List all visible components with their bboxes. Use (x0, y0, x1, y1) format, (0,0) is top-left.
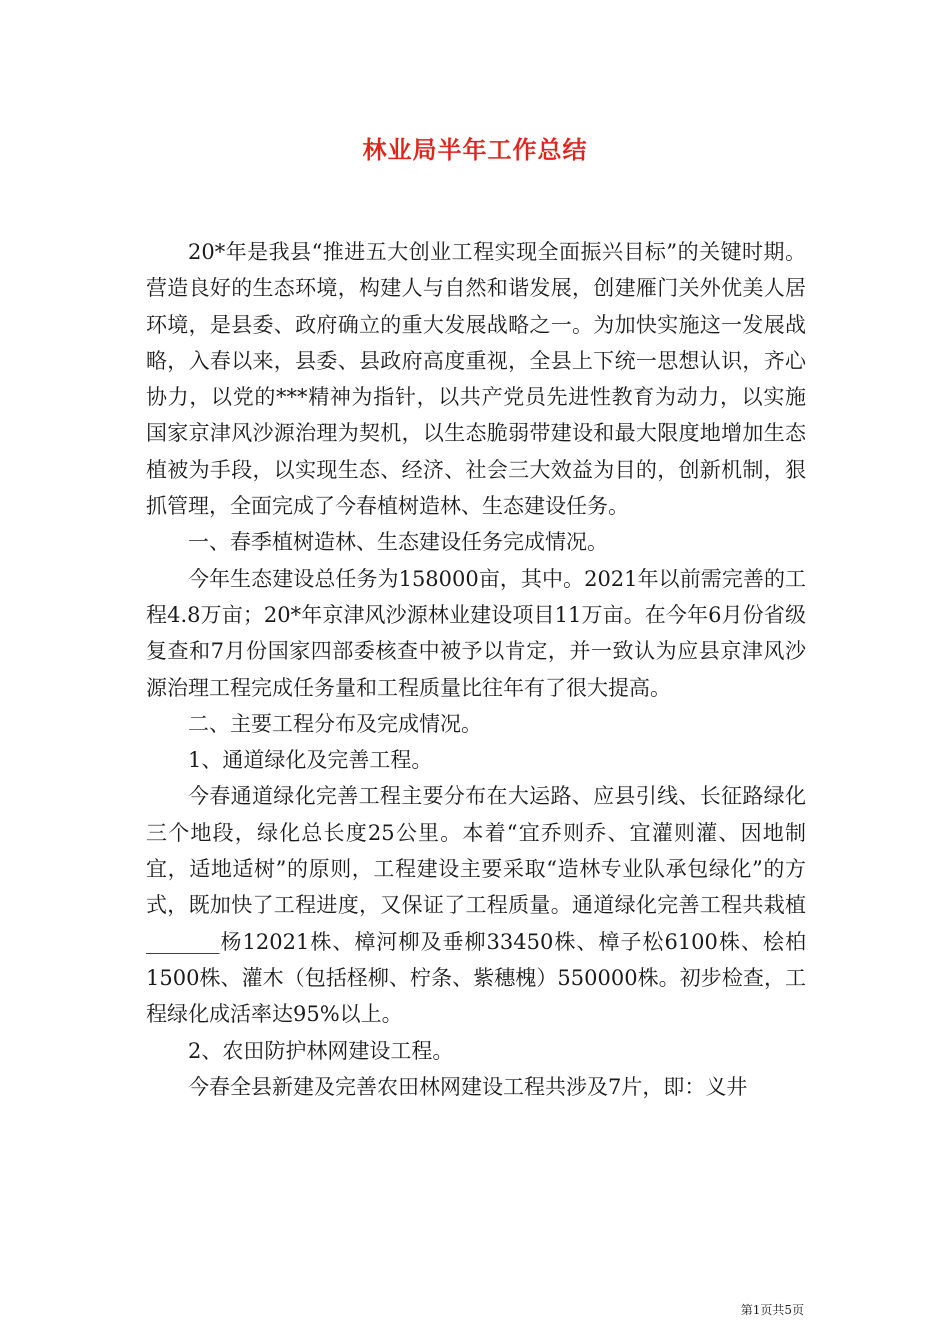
paragraph-farmland-network: 今春全县新建及完善农田林网建设工程共涉及7片，即：义井 (188, 1074, 748, 1099)
document-title: 林业局半年工作总结 (362, 135, 588, 164)
heading-subsection-1: 1、通道绿化及完善工程。 (188, 748, 433, 773)
page-number-footer: 第1页共5页 (740, 1303, 804, 1317)
paragraph-intro: 20*年是我县“推进五大创业工程实现全面振兴目标”的关键时期。营造良好的生态环境，构建人与自然和谐发展，创建雁门关外优美人居环境，是县委、政府确立的重大发展战略之一。为加快实施这一发展战略，入春以来，县委、县政府高度重视，全县上下统一思想认识，齐心协力，以党的***精神为指针，以共产党员先进性教育为动力，以实施国家京津风沙源治理为契机，以生态脆弱带建设和最大限度地增加生态植被为手段，以实现生态、经济、社会三大效益为目的，创新机制，狠抓管理，全面完成了今春植树造林、生态建设任务。 (146, 240, 806, 519)
heading-section-2: 二、主要工程分布及完成情况。 (188, 711, 482, 736)
paragraph-task-total: 今年生态建设总任务为158000亩，其中。2021年以前需完善的工程4.8万亩；20*年京津风沙源林业建设项目11万亩。在今年6月份省级复查和7月份国家四部委核查中被予以肯定，并一致认为应县京津风沙源治理工程完成任务量和工程质量比往年有了很大提高。 (146, 566, 806, 700)
heading-section-1: 一、春季植树造林、生态建设任务完成情况。 (188, 530, 608, 555)
paragraph-road-greening: 今春通道绿化完善工程主要分布在大运路、应县引线、长征路绿化三个地段，绿化总长度25公里。本着“宜乔则乔、宜灌则灌、因地制宜，适地适树”的原则，工程建设主要采取“造林专业队承包绿化”的方式，既加快了工程进度，又保证了工程质量。通道绿化完善工程共栽植_______杨12021株、樟河柳及垂柳33450株、樟子松6100株、桧柏1500株、灌木（包括柽柳、柠条、紫穗槐）550000株。初步检查，工程绿化成活率达95%以上。 (146, 784, 806, 1027)
heading-subsection-2: 2、农田防护林网建设工程。 (188, 1038, 454, 1063)
document-body (146, 234, 806, 1105)
